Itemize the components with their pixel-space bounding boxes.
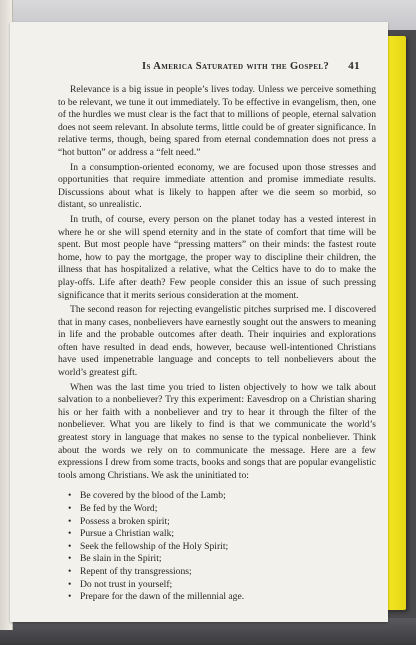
bullet-item: • Do not trust in yourself; (72, 579, 376, 592)
bullet-item: • Seek the fellowship of the Holy Spirit; (72, 541, 376, 554)
paragraph: In truth, of course, every person on the planet today has a vested interest in where he or she will spend eternity and in the state of comfort that time will be spent. But most people have “pressing matters” on their minds: the fastest route home, how to pay the mortgage, the proper way to discipline their children, the illness that has hospitalized a relative, what the Celtics have to do to make the play-offs. Life after death? Few people consider this an issue of such pressing significance that it merits serious consideration at the moment. (58, 213, 376, 301)
running-title: Is America Saturated with the Gospel? (142, 61, 330, 72)
paragraph: In a consumption-oriented economy, we are focused upon those stresses and opportunities that require immediate attention and promise immediate results. Discussions about what is likely to happen after we die seem so morbid, so distant, so unrealistic. (58, 161, 376, 211)
bullet-item: • Be slain in the Spirit; (72, 553, 376, 566)
bullet-list (58, 490, 376, 603)
body-text (58, 84, 376, 604)
bullet-item: • Be fed by the Word; (72, 503, 376, 516)
paragraph: When was the last time you tried to listen objectively to how we talk about salvation to a nonbeliever? Try this experiment: Eavesdrop on a Christian sharing his or her faith with a nonbeliever and try to hear it through the filter of the nonbeliever. What you are likely to find is that we communicate the world’s greatest story in language that makes no sense to the typical nonbeliever. Think about the words we rely on to communicate the message. Here are a few expressions I drew from some tracts, books and songs that are popular evangelistic tools among Christians. We ask the uninitiated to: (58, 381, 376, 481)
bullet-item: • Be covered by the blood of the Lamb; (72, 490, 376, 503)
bullet-item: • Possess a broken spirit; (72, 516, 376, 529)
paragraph: Relevance is a big issue in people’s lives today. Unless we perceive something to be relevant, we tune it out immediately. To be effective in evangelism, then, one of the hurdles we must clear is the fact that to millions of people, eternal salvation does not seem relevant. In absolute terms, little could be of greater significance. In relative terms, though, being spared from eternal condemnation does not press a “hot button” or address a “felt need.” (58, 84, 376, 158)
paragraph: The second reason for rejecting evangelistic pitches surprised me. I discovered that in many cases, nonbelievers have earnestly sought out the answers to meaning in life and the probable outcomes after death. Their inquiries and explorations often have resulted in dead ends, however, because well-intentioned Christians have used impenetrable language and concepts to tell nonbelievers about the world’s greatest gift. (58, 304, 376, 379)
page-number: 41 (348, 60, 360, 72)
running-header (10, 60, 360, 72)
background-bottom (0, 618, 416, 645)
bullet-item: • Pursue a Christian walk; (72, 528, 376, 541)
bullet-item: • Repent of thy transgressions; (72, 566, 376, 579)
bullet-item: • Prepare for the dawn of the millennial age. (72, 591, 376, 604)
book-page (10, 22, 388, 622)
